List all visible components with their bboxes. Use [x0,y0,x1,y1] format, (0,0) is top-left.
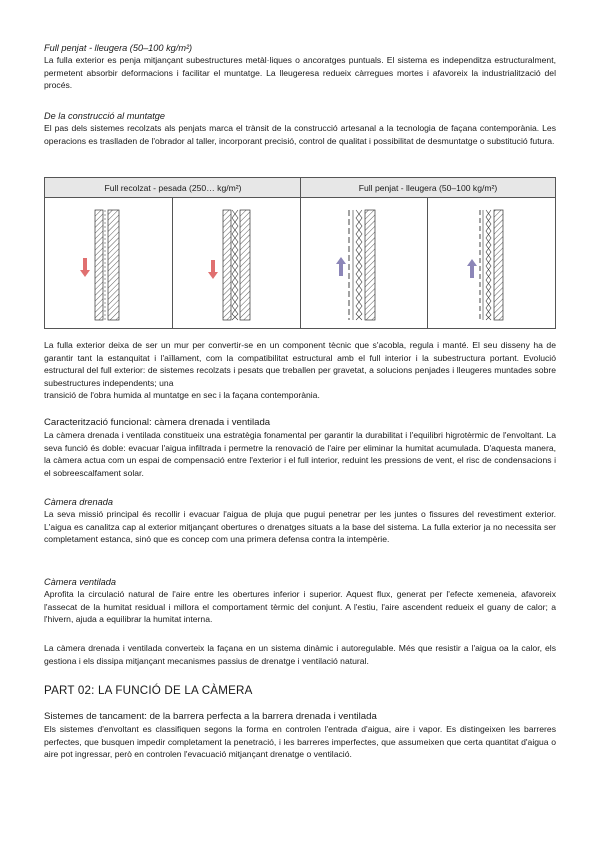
section-fulla-exterior [44,339,556,402]
paragraph-conclusio: La càmera drenada i ventilada converteix la façana en un sistema dinàmic i autoregulable. Més que resistir a l'aigua oa la calor, els gestiona i els dissipa mitjançant mecanismes passius de drenatge i ventilació natural. [44,643,556,666]
section-sistemes-tancament [44,711,556,761]
wall-section-diagram [301,198,427,329]
table-header-penjat: Full penjat - lleugera (50–100 kg/m²) [358,183,498,193]
section-conclusio [44,642,556,667]
facade-comparison-table [44,177,556,329]
diagram-penjat-a [301,198,427,329]
section-part-02 [44,684,556,698]
section-full-penjat [44,42,556,92]
heading-sistemes-tancament: Sistemes de tancament: de la barrera perfecta a la barrera drenada i ventilada [44,711,377,722]
arrow-up-icon [336,257,346,276]
diagram-penjat-b [428,198,555,329]
arrow-up-icon [467,259,477,278]
wall-section-diagram [173,198,300,329]
section-camera-ventilada [44,576,556,626]
arrow-down-icon [80,258,90,277]
heading-camera-ventilada: Càmera ventilada [44,577,117,587]
heading-full-penjat: Full penjat - lleugera (50–100 kg/m²) [44,43,193,53]
section-construccio-muntatge [44,110,556,147]
paragraph-fulla-exterior-end: transició de l'obra humida al muntatge en sec i la façana contemporània. [44,390,320,401]
wall-section-diagram [45,198,172,329]
wall-section-diagram [428,198,555,329]
heading-caracteritzacio: Caracterització funcional: càmera drenada i ventilada [44,417,271,428]
arrow-down-icon [208,260,218,279]
paragraph-camera-drenada: La seva missió principal és recollir i evacuar l'aigua de pluja que pugui penetrar per les juntes o fissures del revestiment exterior. L'aigua es canalitza cap al exterior mitjançant obertures o drenatges situats a la base del sistema. La fulla exterior ja no necessita ser completament estanca, sinó que es concep com una primera defensa contra la intempèrie. [44,509,556,545]
diagram-recolzat-b [173,198,300,329]
paragraph-fulla-exterior: La fulla exterior deixa de ser un mur per convertir-se en un component tècnic que s'acobla, regula i manté. El seu disseny ha de garantir tant la estanquitat i l'aïllament, com la compatibilitat estructural amb el full interior i la subestructura portant. Evolució estructural del full exterior: de sistemes recolzats i pesats que treballen per gravetat, a solucions penjades i lleugeres muntades sobre subestructures independents; una [44,340,556,388]
paragraph-construccio-muntatge: El pas dels sistemes recolzats als penjats marca el trànsit de la construcció artesanal a la tecnologia de façana contemporània. Les operacions es traslladen de l'obrador al taller, incorporant precisió, control de qualitat i possibilitat de desmuntatge o substitució futura. [44,123,556,146]
section-caracteritzacio [44,417,556,479]
section-camera-drenada [44,496,556,546]
paragraph-caracteritzacio: La càmera drenada i ventilada constitueix una estratègia fonamental per garantir la durabilitat i l'equilibri higrotèrmic de l'envoltant. La seva funció és doble: evacuar l'aigua infiltrada i permetre la renovació de l'aire per eliminar la humitat acumulada. D'aquesta manera, la càmera actua com un espai de compensació entre l'exterior i el full interior, reduint les pressions de vent, el risc de condensacions i el sobreescalfament solar. [44,430,556,478]
paragraph-sistemes-tancament: Els sistemes d'envoltant es classifiquen segons la forma en controlen l'entrada d'aigua, aire i vapor. Es distingeixen les barreres perfectes, que busquen impedir completament la penetració, i les barreres imperfectes, que assumeixen que certa quantitat d'aigua o aire pot ingressar, però en controlen l'evacuació mitjançant drenatge o ventilació. [44,724,556,760]
paragraph-full-penjat: La fulla exterior es penja mitjançant subestructures metàl·liques o ancoratges puntuals. El sistema es independitza estructuralment, permetent absorbir deformacions i facilitar el muntatge. La lleugeresa redueix càrregues mortes i afavoreix la industrialització del procés. [44,55,556,91]
part-title: PART 02: LA FUNCIÓ DE LA CÀMERA [44,684,253,697]
diagram-recolzat-a [45,198,172,329]
paragraph-camera-ventilada: Aprofita la circulació natural de l'aire entre les obertures inferior i superior. Aquest flux, generat per l'efecte xemeneia, afavoreix l'assecat de la humitat residual i millora el comportament tèrmic del conjunt. A l'estiu, l'aire ascendent redueix el guany de calor; a l'hivern, ajuda a equilibrar la humitat interna. [44,589,556,625]
heading-construccio-muntatge: De la construcció al muntatge [44,111,166,121]
heading-camera-drenada: Càmera drenada [44,497,113,507]
table-header-recolzat: Full recolzat - pesada (250… kg/m²) [104,183,242,193]
